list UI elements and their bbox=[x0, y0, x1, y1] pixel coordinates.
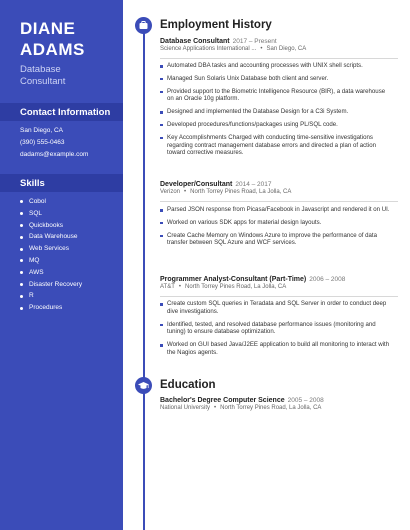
skill-label: AWS bbox=[29, 268, 44, 276]
skill-item bbox=[20, 243, 82, 255]
job-bullet: Worked on GUI based Java/J2EE application to build all monitoring to interact with the Nagios agents. bbox=[160, 341, 390, 357]
bullet-icon bbox=[20, 307, 23, 310]
education-icon-badge bbox=[135, 377, 152, 394]
job-entry bbox=[160, 181, 400, 195]
employment-heading: Employment History bbox=[160, 19, 272, 31]
job-company: AT&T bbox=[160, 284, 175, 290]
briefcase-icon bbox=[135, 17, 152, 34]
job-header bbox=[160, 181, 400, 188]
skill-label: R bbox=[29, 292, 34, 300]
job-bullet: Parsed JSON response from Picasa/Facebook in Javascript and rendered it on UI. bbox=[160, 206, 390, 214]
skill-label: MQ bbox=[29, 256, 40, 264]
education-entry bbox=[160, 397, 400, 411]
school-name: National University bbox=[160, 405, 211, 411]
job-bullet: Create custom SQL queries in Teradata and SQL Server in order to conduct deep dive investigations. bbox=[160, 300, 390, 316]
job-bullets bbox=[160, 300, 390, 357]
education-subheader bbox=[160, 405, 400, 411]
separator-dot: • bbox=[184, 189, 187, 195]
last-name: ADAMS bbox=[20, 40, 85, 59]
skill-item bbox=[20, 302, 82, 314]
skill-item bbox=[20, 196, 82, 208]
bullet-icon bbox=[20, 259, 23, 262]
divider bbox=[160, 58, 398, 59]
job-entry bbox=[160, 38, 400, 52]
job-dates: 2006 – 2008 bbox=[309, 276, 346, 283]
job-location: North Torrey Pines Road, La Jolla, CA bbox=[190, 189, 292, 195]
candidate-name bbox=[20, 18, 85, 60]
bullet-icon bbox=[20, 271, 23, 274]
job-company: Science Applications International ... bbox=[160, 46, 257, 52]
skills-section-bar bbox=[0, 174, 123, 192]
skill-item bbox=[20, 267, 82, 279]
bullet-icon bbox=[20, 200, 23, 203]
sidebar bbox=[0, 0, 123, 530]
bullet-icon bbox=[20, 212, 23, 215]
job-bullet: Worked on various SDK apps for material design layouts. bbox=[160, 219, 390, 227]
skills-heading: Skills bbox=[20, 178, 45, 189]
education-dates: 2005 – 2008 bbox=[287, 397, 324, 404]
job-bullet: Provided support to the Biometric Intelligence Resource (BIR), a data warehouse on an Oracle 10g platform. bbox=[160, 88, 390, 104]
job-subheader bbox=[160, 46, 400, 52]
employment-icon-badge bbox=[135, 17, 152, 34]
skill-item bbox=[20, 255, 82, 267]
job-dates: 2014 – 2017 bbox=[235, 181, 272, 188]
job-dates: 2017 – Present bbox=[232, 38, 277, 45]
contact-email: dadams@example.com bbox=[20, 151, 89, 158]
job-location: San Diego, CA bbox=[266, 46, 307, 52]
job-bullet: Designed and implemented the Database Design for a C3i System. bbox=[160, 108, 390, 116]
first-name: DIANE bbox=[20, 19, 76, 38]
job-title bbox=[20, 64, 65, 88]
job-header bbox=[160, 38, 400, 45]
separator-dot: • bbox=[214, 405, 217, 411]
contact-phone: (390) 555-0463 bbox=[20, 139, 65, 146]
skill-label: Data Warehouse bbox=[29, 233, 78, 241]
bullet-icon bbox=[20, 295, 23, 298]
job-location: North Torrey Pines Road, La Jolla, CA bbox=[185, 284, 287, 290]
job-position: Programmer Analyst-Consultant (Part-Time) bbox=[160, 276, 307, 283]
separator-dot: • bbox=[178, 284, 181, 290]
divider bbox=[160, 296, 398, 297]
job-bullets bbox=[160, 62, 390, 157]
job-company: Verizon bbox=[160, 189, 181, 195]
degree: Bachelor's Degree Computer Science bbox=[160, 397, 285, 404]
bullet-icon bbox=[20, 283, 23, 286]
job-bullet: Automated DBA tasks and accounting processes with UNIX shell scripts. bbox=[160, 62, 390, 70]
job-bullet: Identified, tested, and resolved database performance issues (monitoring and tuning) to ensure database optimization. bbox=[160, 321, 390, 337]
job-header bbox=[160, 276, 400, 283]
job-bullet: Key Accomplishments Charged with conducting time-sensitive investigations regarding contract management database errors and directed a plan of action toward corrective measures. bbox=[160, 134, 390, 157]
contact-heading: Contact Information bbox=[20, 107, 111, 118]
skill-item bbox=[20, 231, 82, 243]
skill-label: Cobol bbox=[29, 198, 46, 205]
job-bullet: Managed Sun Solaris Unix Database both client and server. bbox=[160, 75, 390, 83]
job-bullet: Create Cache Memory on Windows Azure to improve the performance of data transfer between SQL Azure and WCF services. bbox=[160, 232, 390, 248]
skill-label: Disaster Recovery bbox=[29, 280, 83, 288]
education-heading: Education bbox=[160, 379, 216, 391]
skill-label: Quickbooks bbox=[29, 221, 63, 229]
skill-item bbox=[20, 279, 82, 291]
job-subheader bbox=[160, 189, 400, 195]
divider bbox=[160, 201, 398, 202]
contact-location: San Diego, CA bbox=[20, 127, 63, 134]
job-title-line-2: Consultant bbox=[20, 76, 66, 87]
skill-item bbox=[20, 208, 82, 220]
school-location: North Torrey Pines Road, La Jolla, CA bbox=[220, 405, 322, 411]
timeline-line bbox=[143, 26, 145, 530]
skills-list bbox=[20, 196, 82, 314]
separator-dot: • bbox=[260, 46, 263, 52]
education-header bbox=[160, 397, 400, 404]
bullet-icon bbox=[20, 236, 23, 239]
graduation-cap-icon bbox=[135, 377, 152, 394]
job-title-line-1: Database bbox=[20, 64, 61, 75]
skill-label: SQL bbox=[29, 209, 43, 217]
job-bullets bbox=[160, 206, 390, 247]
job-bullet: Developed procedures/functions/packages using PL/SQL code. bbox=[160, 121, 390, 129]
job-subheader bbox=[160, 284, 400, 290]
skill-label: Web Services bbox=[29, 245, 69, 253]
job-position: Developer/Consultant bbox=[160, 181, 233, 188]
skill-item bbox=[20, 220, 82, 232]
job-entry bbox=[160, 276, 400, 290]
skill-label: Procedures bbox=[29, 304, 63, 312]
bullet-icon bbox=[20, 248, 23, 251]
job-position: Database Consultant bbox=[160, 38, 230, 45]
skill-item bbox=[20, 290, 82, 302]
bullet-icon bbox=[20, 224, 23, 227]
